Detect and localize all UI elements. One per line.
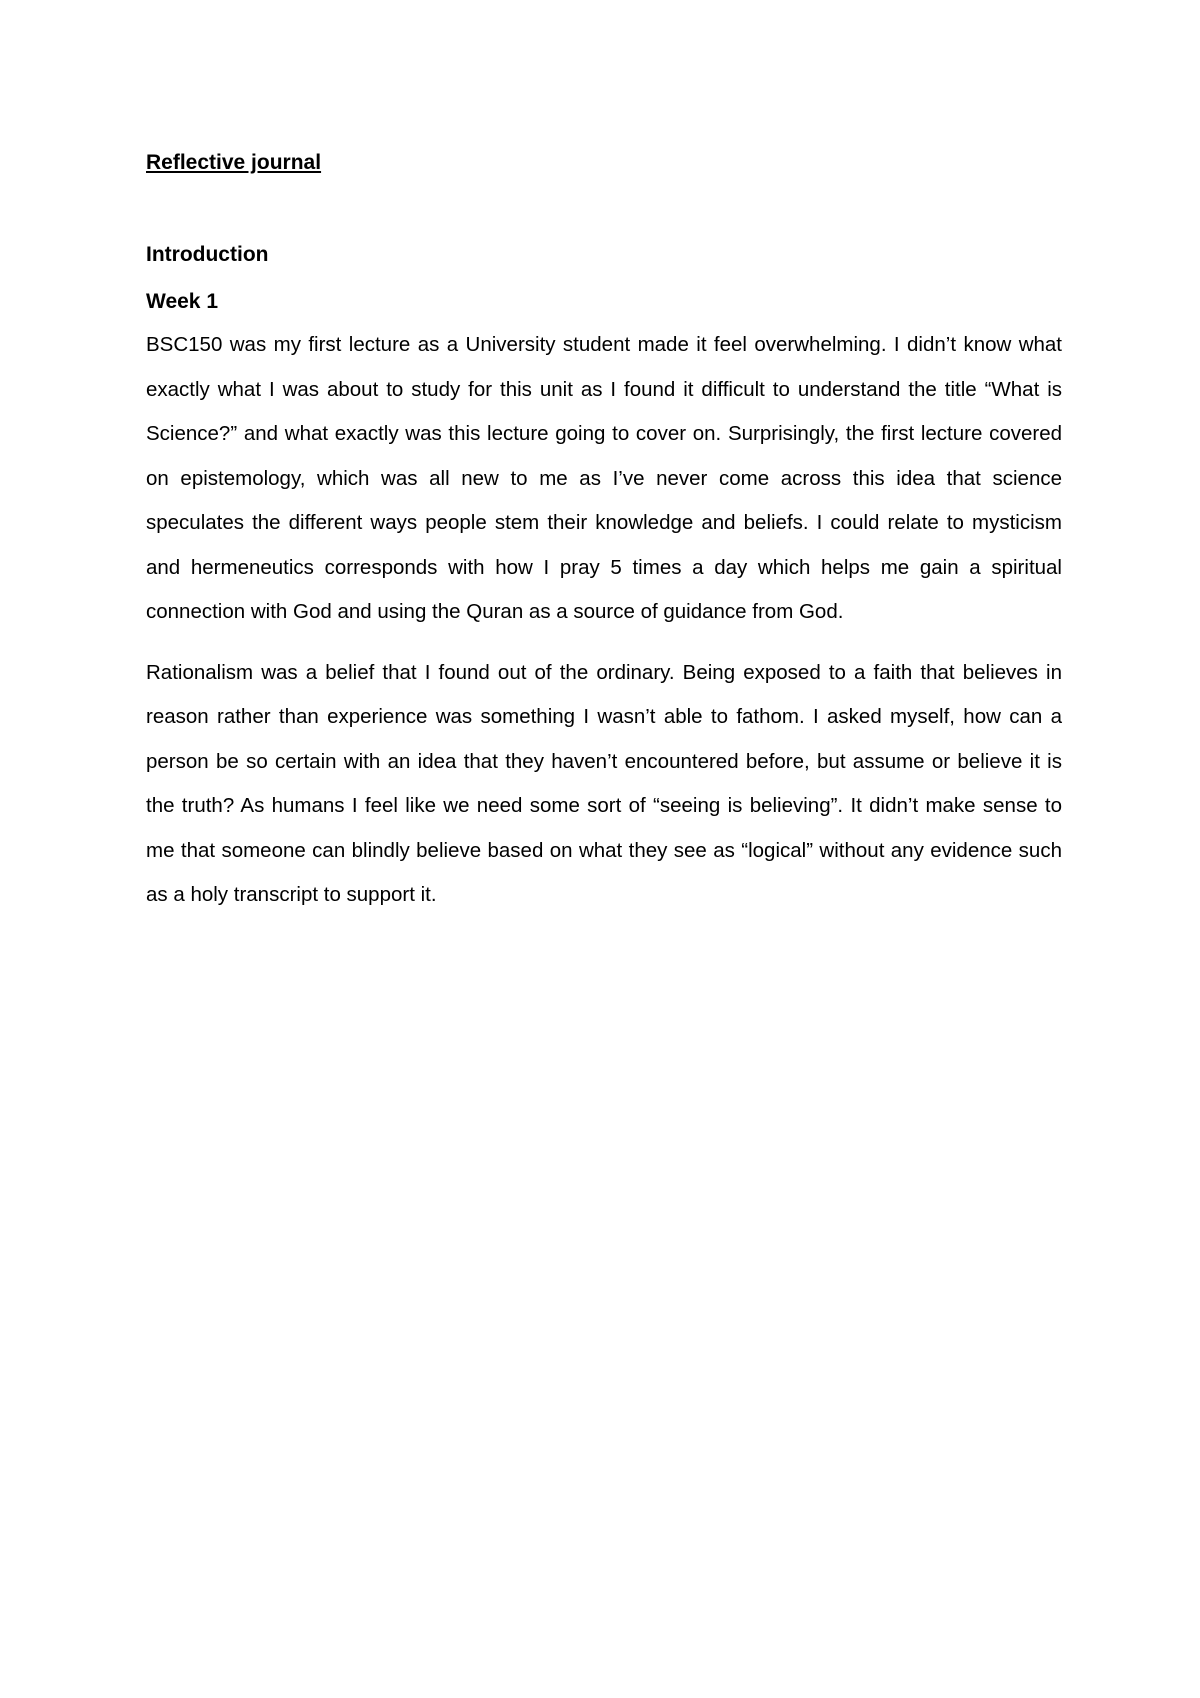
week-1-heading: Week 1 (146, 290, 218, 313)
document-body (146, 148, 1062, 918)
document-title: Reflective journal (146, 151, 322, 174)
paragraph-rationalism: Rationalism was a belief that I found out of the ordinary. Being exposed to a faith that believes in reason rather than experience was something I wasn’t able to fathom. I asked myself, how can a person be so certain with an idea that they haven’t encountered before, but assume or believe it is the truth? As humans I feel like we need some sort of “seeing is believing”. It didn’t make sense to me that someone can blindly believe based on what they see as “logical” without any evidence such as a holy transcript to support it. (146, 660, 1062, 906)
paragraph-week-1: BSC150 was my first lecture as a University student made it feel overwhelming. I didn’t know what exactly what I was about to study for this unit as I found it difficult to understand the title “What is Science?” and what exactly was this lecture going to cover on. Surprisingly, the first lecture covered on epistemology, which was all new to me as I’ve never come across this idea that science speculates the different ways people stem their knowledge and beliefs. I could relate to mysticism and hermeneutics corresponds with how I pray 5 times a day which helps me gain a spiritual connection with God and using the Quran as a source of guidance from God. (146, 333, 1062, 623)
introduction-heading: Introduction (146, 243, 269, 266)
